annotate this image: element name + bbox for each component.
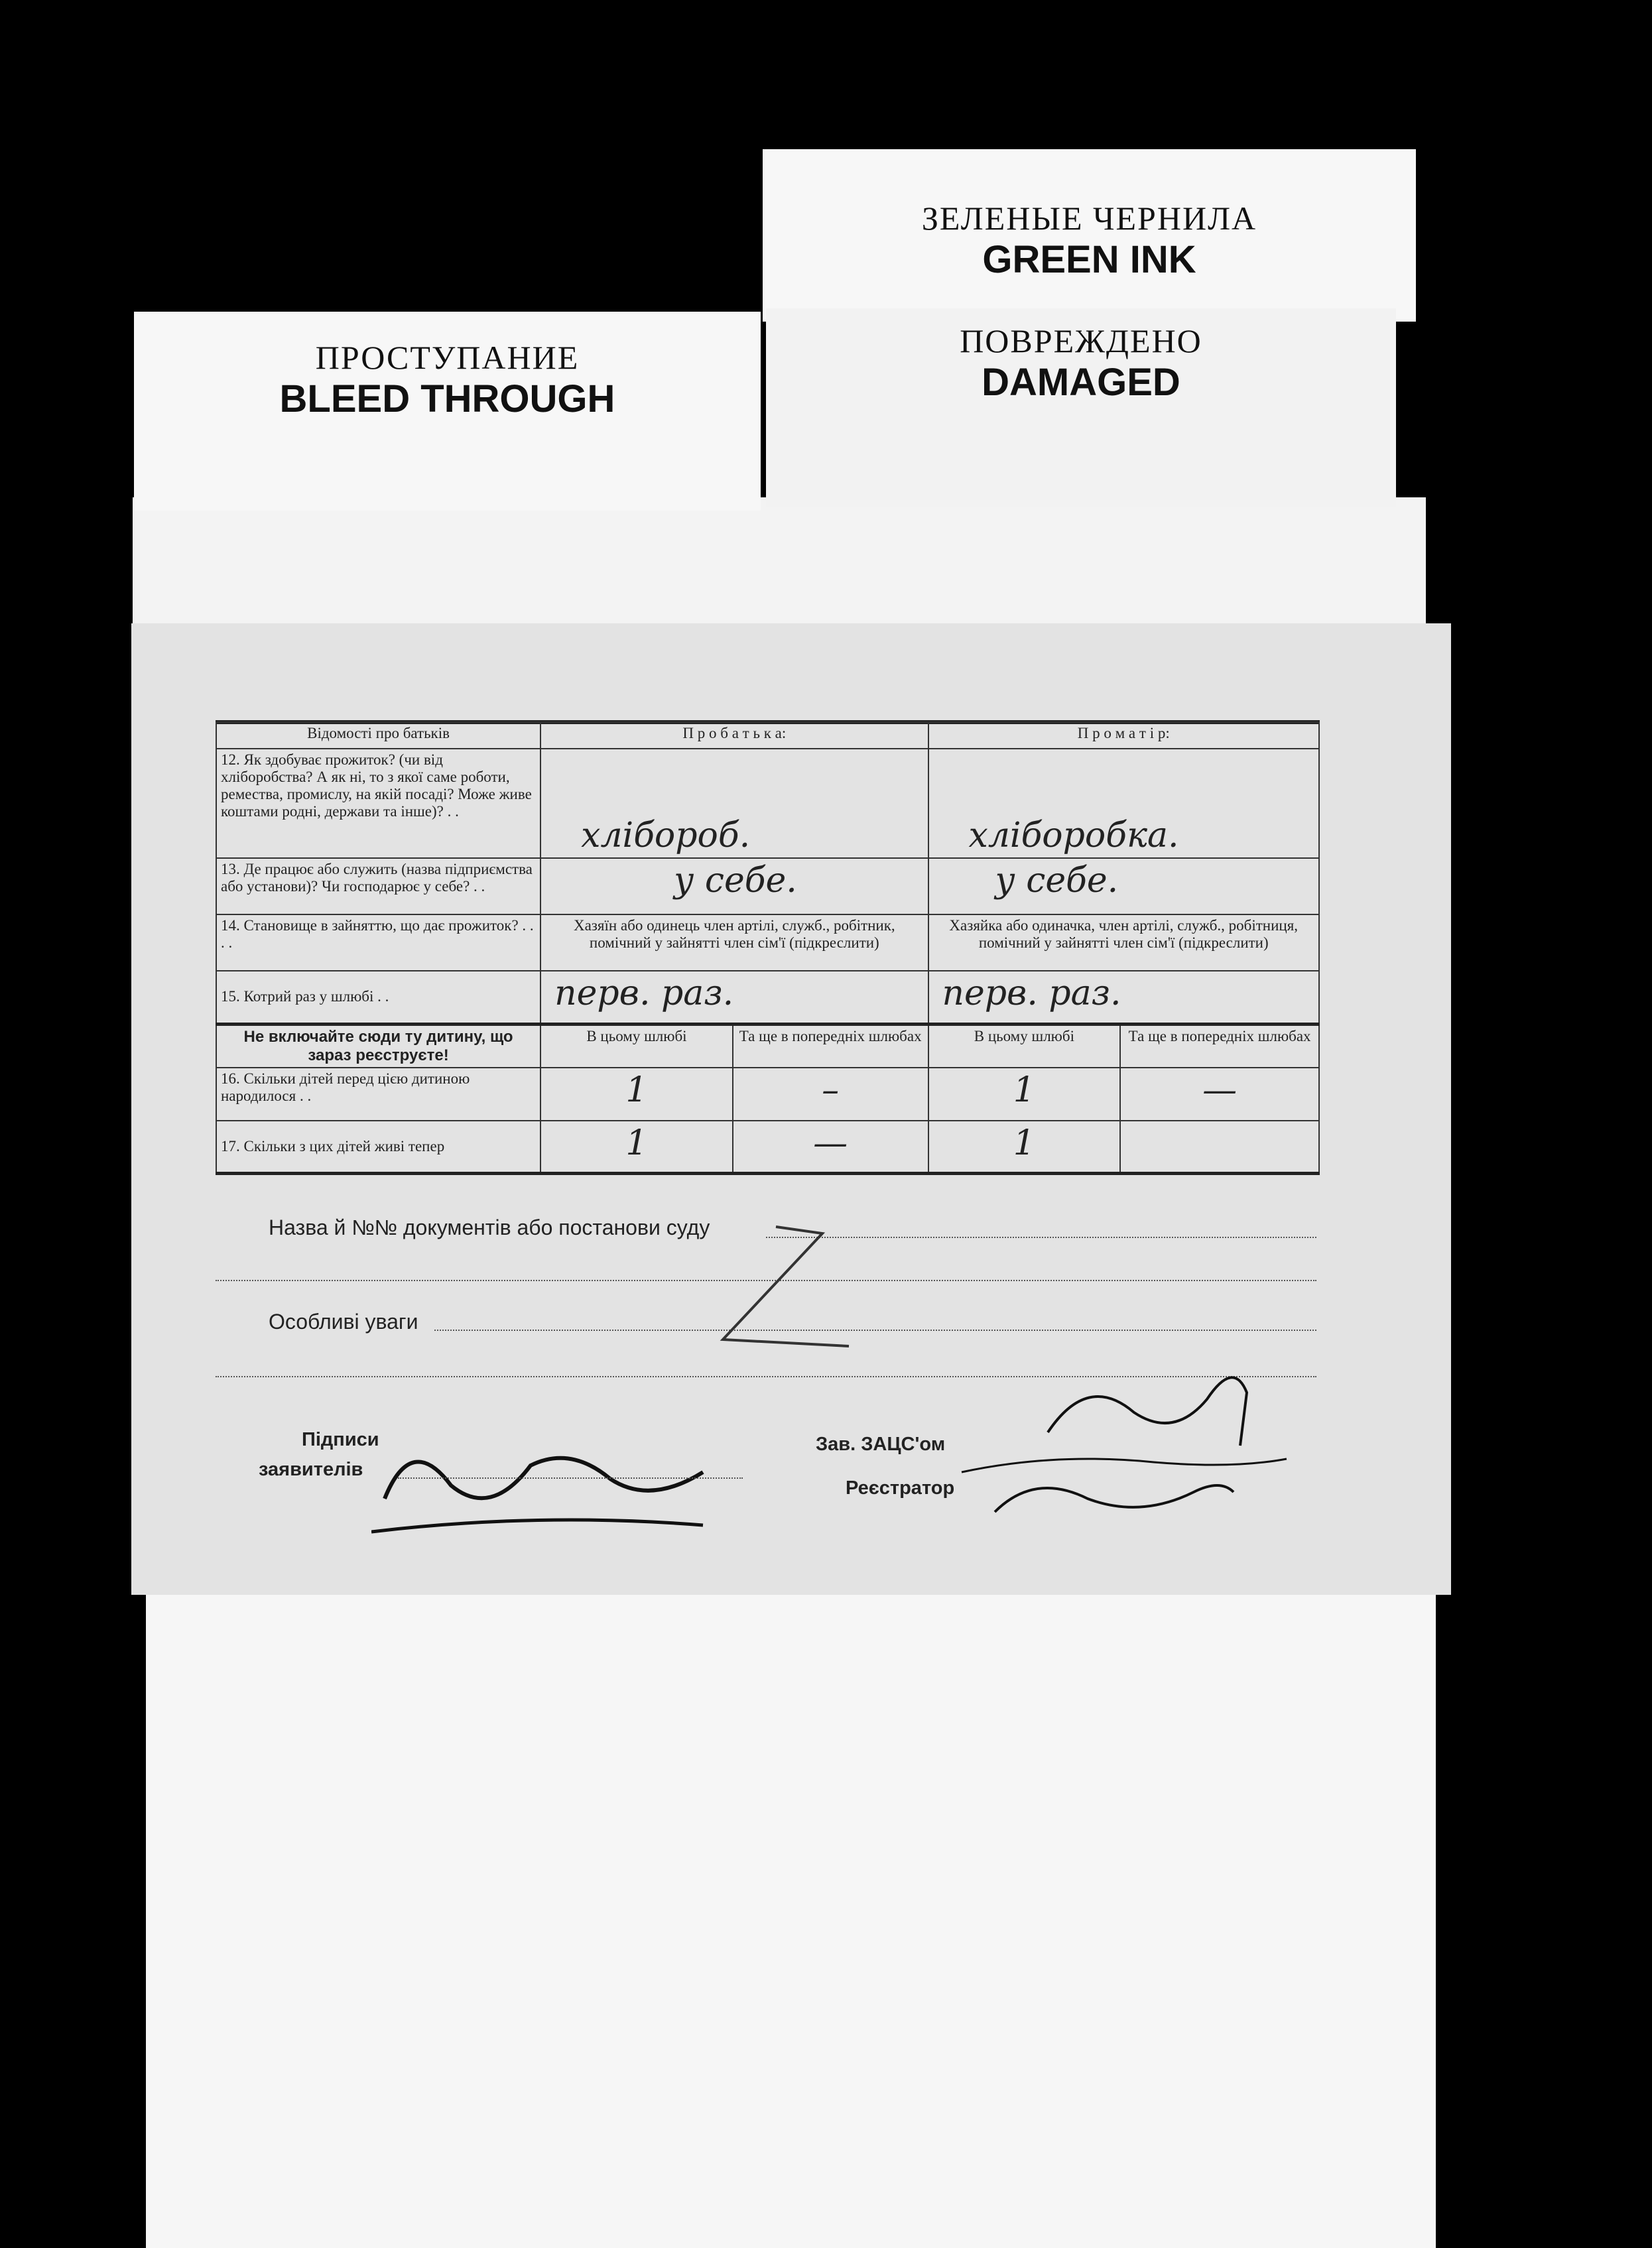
damaged-label-card (766, 308, 1396, 507)
father-marriage-count: перв. раз. (540, 971, 928, 1024)
remarks-line (434, 1330, 1316, 1331)
question-14: 14. Становище в зайняттю, що дає прожиток? . . . . (216, 914, 540, 971)
green-ink-label-en: GREEN INK (982, 238, 1196, 281)
registry-head-label: Зав. ЗАЦС'ом (816, 1434, 946, 1455)
mother-marriage-count: перв. раз. (928, 971, 1320, 1024)
father-children-alive-prev: — (733, 1121, 928, 1174)
father-employment-status: Хазяїн або одинець член артілі, служб., робітник, помічний у зайнятті член сім'ї (підкреслити) (540, 914, 928, 971)
father-children-alive-this: 1 (540, 1121, 733, 1174)
father-children-born-prev: – (733, 1068, 928, 1121)
mother-this-marriage-header: В цьому шлюбі (928, 1024, 1121, 1068)
applicants-signature-label-2: заявителів (259, 1459, 363, 1480)
table-row (216, 749, 1319, 858)
cancellation-z-mark (683, 1220, 856, 1353)
header-mother: П р о м а т і р: (928, 722, 1320, 749)
children-exclusion-note: Не включайте сюди ту дитину, що зараз реєструєте! (216, 1024, 540, 1068)
table-row (216, 858, 1319, 914)
question-12: 12. Як здобуває прожиток? (чи від хліборобства? А як ні, то з якої саме роботи, ремества, промислу, на якій посаді? Може живе коштами родні, держави та інше)? . . (216, 749, 540, 858)
question-16: 16. Скільки дітей перед цією дитиною народилося . . (216, 1068, 540, 1121)
mother-children-alive-prev (1120, 1121, 1319, 1174)
father-workplace: у себе. (540, 858, 928, 914)
green-ink-label-card (763, 149, 1416, 322)
bleed-through-label-card (134, 312, 761, 511)
table-row (216, 914, 1319, 971)
table-header-row (216, 722, 1319, 749)
header-father: П р о б а т ь к а: (540, 722, 928, 749)
back-sheet (146, 1588, 1436, 2248)
damaged-label-en: DAMAGED (982, 361, 1180, 404)
mother-occupation: хліборобка. (928, 749, 1320, 858)
bleed-through-label-en: BLEED THROUGH (279, 377, 615, 420)
father-this-marriage-header: В цьому шлюбі (540, 1024, 733, 1068)
table-row (216, 1121, 1319, 1174)
registrar-label: Реєстратор (846, 1477, 955, 1499)
applicant-signature (371, 1419, 743, 1552)
father-previous-marriages-header: Та ще в попередніх шлюбах (733, 1024, 928, 1068)
green-ink-label-ru: ЗЕЛЕНЫЕ ЧЕРНИЛА (921, 200, 1257, 237)
remarks-label: Особливі уваги (269, 1310, 418, 1334)
question-15: 15. Котрий раз у шлюбі . . (216, 971, 540, 1024)
applicants-signature-label-1: Підписи (302, 1429, 379, 1450)
mother-employment-status: Хазяйка або одиначка, член артілі, служб., робітниця, помічний у зайнятті член сім'ї (підкреслити) (928, 914, 1320, 971)
father-children-born-this: 1 (540, 1068, 733, 1121)
documents-label: Назва й №№ документів або постанови суду (269, 1216, 710, 1239)
parents-info-table (216, 721, 1320, 1175)
mother-children-born-this: 1 (928, 1068, 1121, 1121)
table-row (216, 1068, 1319, 1121)
question-13: 13. Де працює або служить (назва підприємства або установи)? Чи господарює у себе? . . (216, 858, 540, 914)
mother-children-alive-this: 1 (928, 1121, 1121, 1174)
bleed-through-label-ru: ПРОСТУПАНИЕ (315, 339, 580, 376)
table-row (216, 971, 1319, 1024)
damaged-label-ru: ПОВРЕЖДЕНО (960, 322, 1202, 359)
mother-children-born-prev: — (1120, 1068, 1319, 1121)
mother-workplace: у себе. (928, 858, 1320, 914)
mother-previous-marriages-header: Та ще в попередніх шлюбах (1120, 1024, 1319, 1068)
question-17: 17. Скільки з цих дітей живі тепер (216, 1121, 540, 1174)
father-occupation: хлібороб. (540, 749, 928, 858)
applicants-signature-line (398, 1477, 743, 1479)
header-parents-info: Відомості про батьків (216, 722, 540, 749)
children-header-row (216, 1024, 1319, 1068)
official-signatures (955, 1340, 1300, 1538)
middle-sheet (133, 497, 1426, 630)
